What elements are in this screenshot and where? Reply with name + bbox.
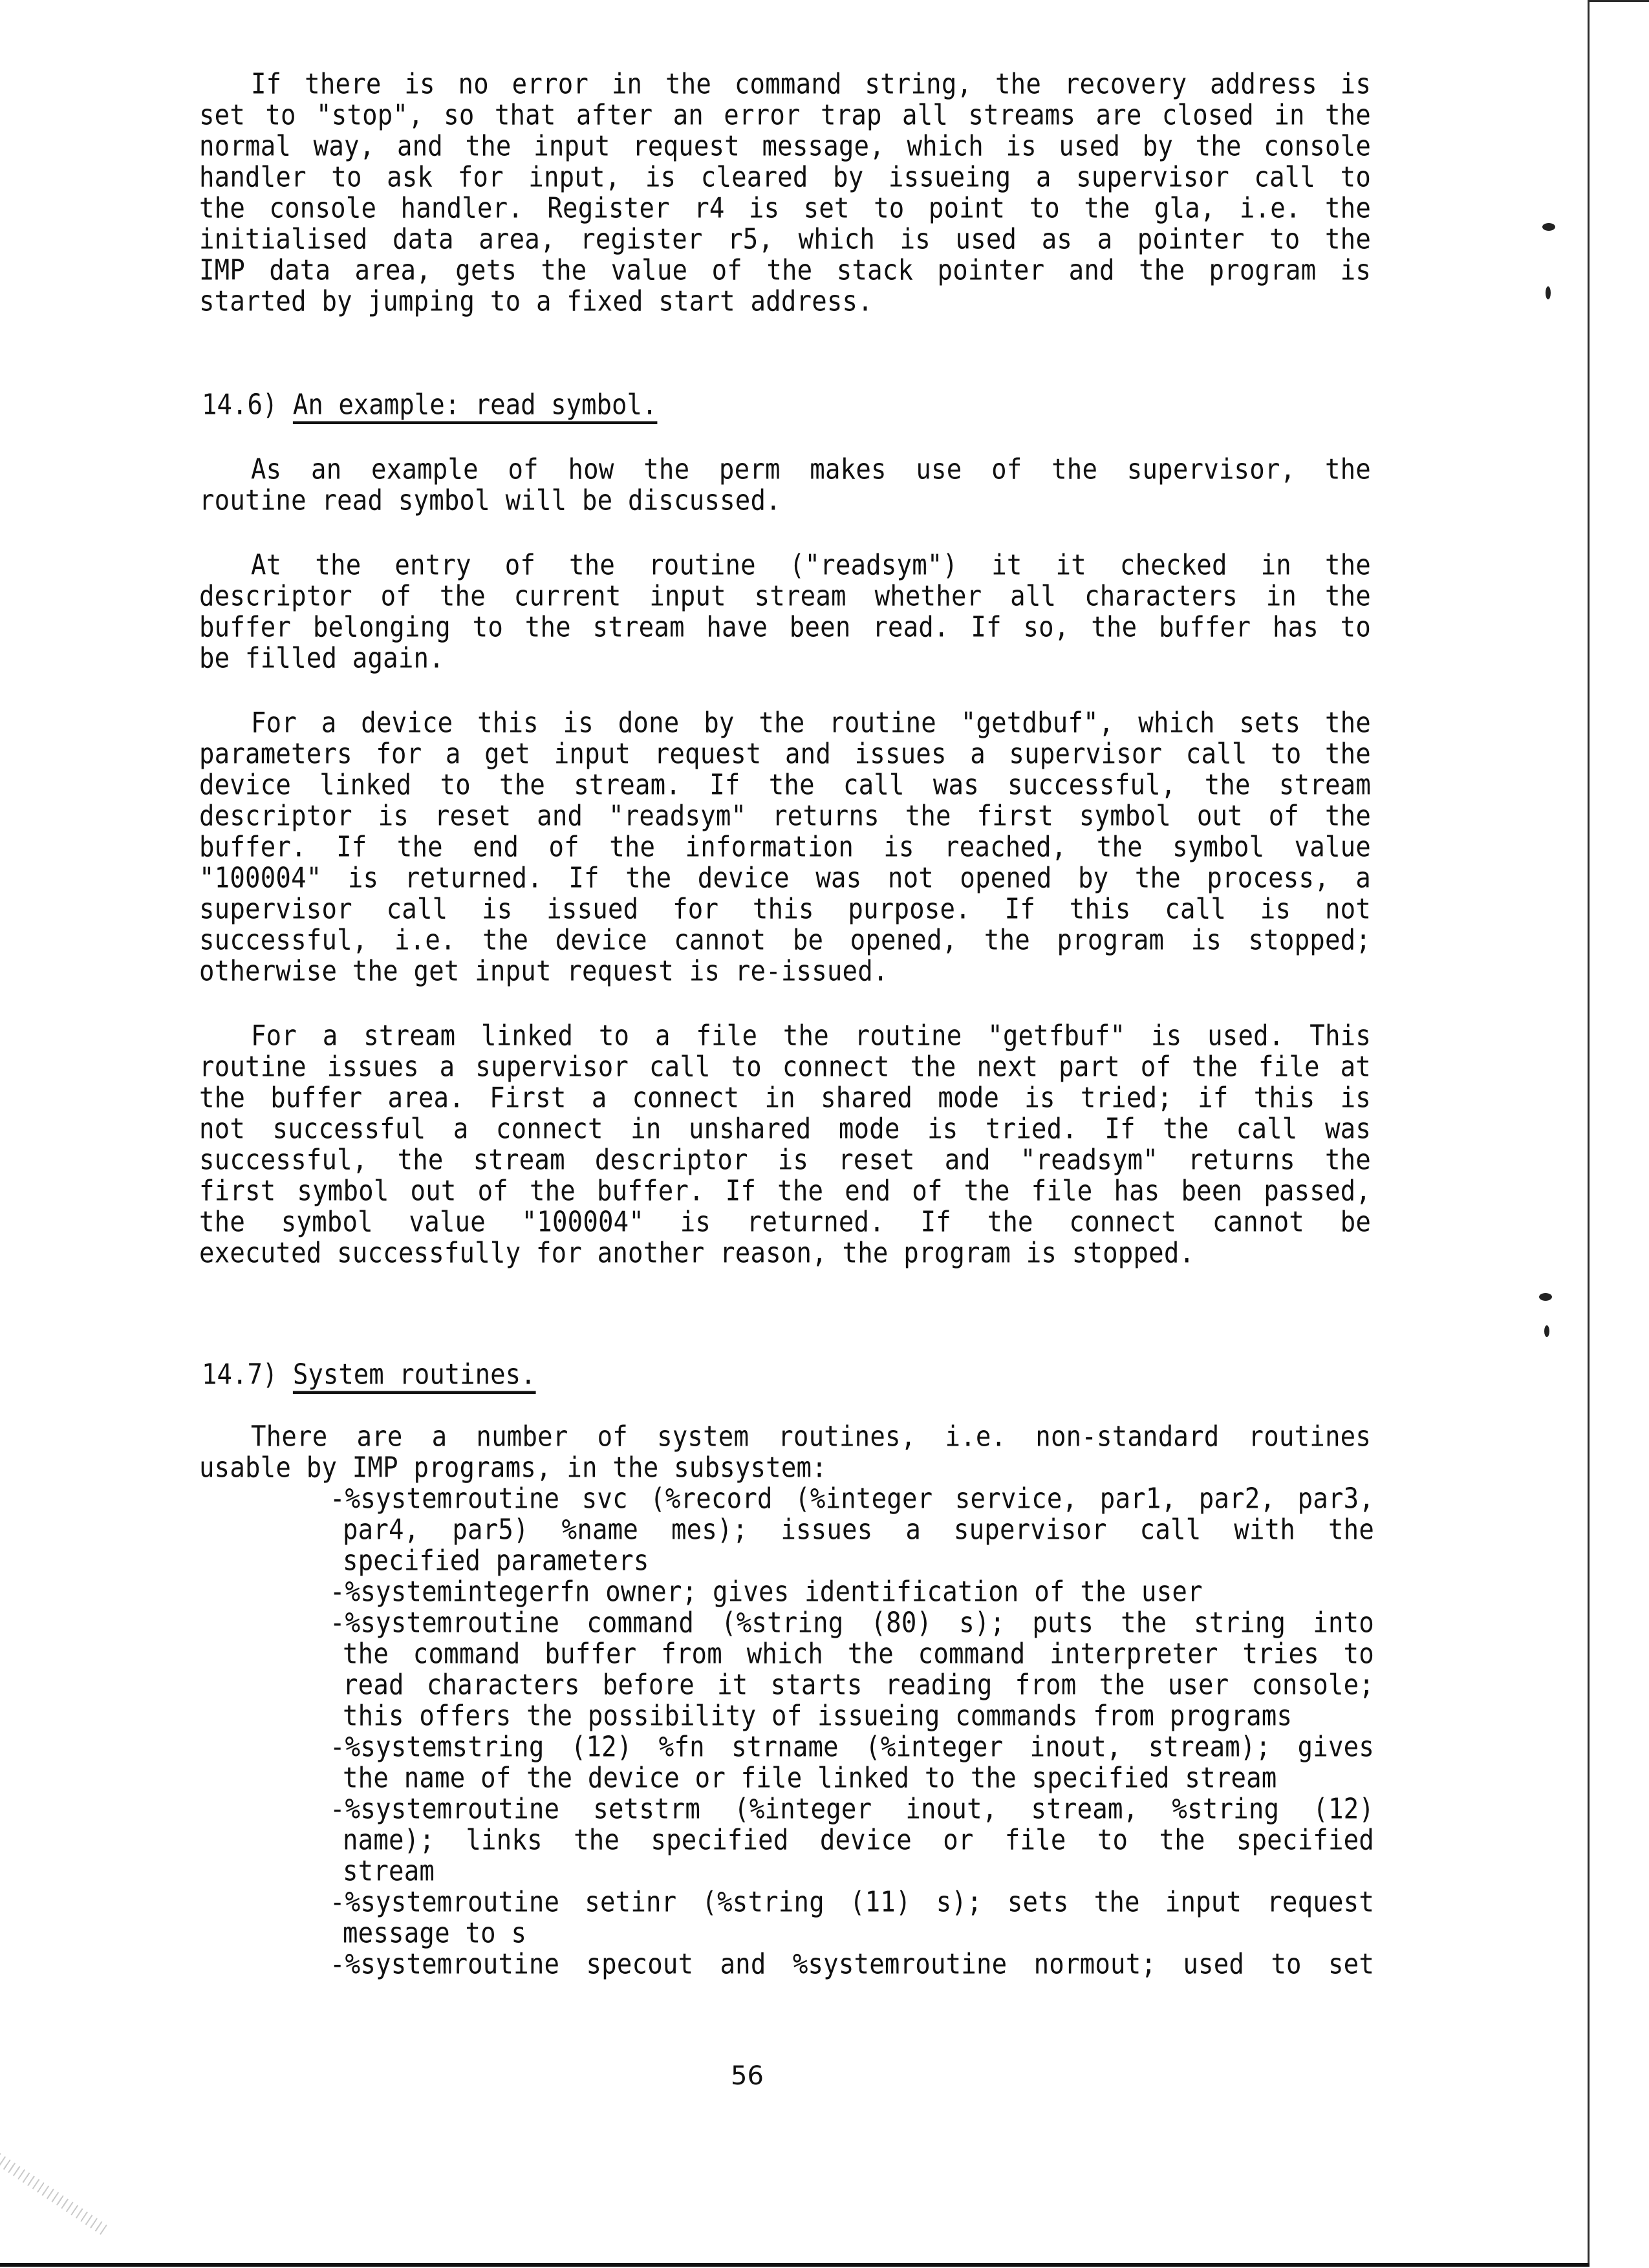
text-line: parameters for a get input request and issues a supervisor call to the [199, 738, 1371, 771]
text-line: routine read symbol will be discussed. [199, 484, 781, 517]
page-edge-bottom [0, 2263, 1590, 2267]
list-item-line: message to s [343, 1917, 527, 1950]
text-line: be filled again. [199, 642, 444, 675]
text-line: device linked to the stream. If the call was successful, the stream [199, 769, 1371, 802]
text-line: successful, i.e. the device cannot be opened, the program is stopped; [199, 924, 1371, 957]
text-line: first symbol out of the buffer. If the end of the file has been passed, [199, 1175, 1371, 1208]
text-line: For a device this is done by the routine "getdbuf", which sets the [251, 707, 1371, 740]
list-item-line: this offers the possibility of issueing commands from programs [343, 1700, 1293, 1733]
page-edge-right [1588, 0, 1590, 2267]
ink-smudge [1542, 223, 1555, 231]
text-line: otherwise the get input request is re-issued. [199, 955, 889, 988]
ink-smudge [1544, 1325, 1549, 1337]
text-line: handler to ask for input, is cleared by issueing a supervisor call to [199, 161, 1371, 194]
text-line: started by jumping to a fixed start address. [199, 285, 873, 318]
list-item-line: -%systemroutine svc (%record (%integer service, par1, par2, par3, [330, 1482, 1374, 1515]
text-line: initialised data area, register r5, which is used as a pointer to the [199, 223, 1371, 256]
text-line: usable by IMP programs, in the subsystem: [199, 1451, 827, 1484]
section-title: System routines. [292, 1358, 536, 1391]
text-line: supervisor call is issued for this purpose. If this call is not [199, 893, 1371, 926]
list-item-line: -%systemroutine command (%string (80) s); puts the string into [330, 1607, 1374, 1640]
scan-speckle [0, 2153, 107, 2235]
text-line: At the entry of the routine ("readsym") it it checked in the [251, 549, 1371, 582]
ink-smudge [1539, 1293, 1552, 1301]
page-edge-top [1588, 0, 1649, 2]
text-line: executed successfully for another reason, the program is stopped. [199, 1237, 1195, 1270]
section-heading-14-7 [202, 1358, 536, 1393]
section-number: 14.6) [202, 389, 278, 422]
text-line: normal way, and the input request message, which is used by the console [199, 130, 1371, 163]
text-line: the symbol value "100004" is returned. If the connect cannot be [199, 1206, 1371, 1239]
list-item-line: name); links the specified device or file to the specified [343, 1824, 1374, 1857]
text-line: descriptor is reset and "readsym" returns the first symbol out of the [199, 800, 1371, 833]
text-line: the console handler. Register r4 is set to point to the gla, i.e. the [199, 192, 1371, 225]
text-line: As an example of how the perm makes use of the supervisor, the [251, 453, 1371, 486]
text-line: routine issues a supervisor call to connect the next part of the file at [199, 1051, 1371, 1084]
text-line: successful, the stream descriptor is reset and "readsym" returns the [199, 1144, 1371, 1177]
text-line: buffer belonging to the stream have been read. If so, the buffer has to [199, 611, 1371, 644]
section-title: An example: read symbol. [292, 389, 658, 422]
text-line: If there is no error in the command string, the recovery address is [251, 68, 1371, 101]
text-line: IMP data area, gets the value of the stack pointer and the program is [199, 254, 1371, 287]
list-item-line: -%systemintegerfn owner; gives identification of the user [330, 1576, 1203, 1609]
text-line: descriptor of the current input stream whether all characters in the [199, 580, 1371, 613]
text-line: "100004" is returned. If the device was not opened by the process, a [199, 862, 1371, 895]
list-item-line: read characters before it starts reading from the user console; [343, 1669, 1374, 1702]
page-number: 56 [731, 2061, 764, 2091]
list-item-line: -%systemroutine specout and %systemroutine normout; used to set [330, 1948, 1374, 1981]
text-line: the buffer area. First a connect in shared mode is tried; if this is [199, 1082, 1371, 1115]
text-line: buffer. If the end of the information is reached, the symbol value [199, 831, 1371, 864]
list-item-line: stream [343, 1855, 435, 1888]
list-item-line: par4, par5) %name mes); issues a supervisor call with the [343, 1514, 1374, 1546]
text-line: There are a number of system routines, i.e. non-standard routines [251, 1420, 1371, 1453]
ink-smudge [1546, 286, 1551, 299]
section-number: 14.7) [202, 1358, 278, 1391]
list-item-line: the name of the device or file linked to the specified stream [343, 1762, 1277, 1795]
list-item-line: -%systemstring (12) %fn strname (%integer inout, stream); gives [330, 1731, 1374, 1764]
list-item-line: the command buffer from which the command interpreter tries to [343, 1638, 1374, 1671]
text-line: For a stream linked to a file the routine "getfbuf" is used. This [251, 1020, 1371, 1053]
list-item-line: -%systemroutine setinr (%string (11) s); sets the input request [330, 1886, 1374, 1919]
section-heading-14-6 [202, 388, 657, 423]
list-item-line: specified parameters [343, 1545, 649, 1578]
list-item-line: -%systemroutine setstrm (%integer inout, stream, %string (12) [330, 1793, 1374, 1826]
text-line: not successful a connect in unshared mode is tried. If the call was [199, 1113, 1371, 1146]
text-line: set to "stop", so that after an error trap all streams are closed in the [199, 99, 1371, 132]
